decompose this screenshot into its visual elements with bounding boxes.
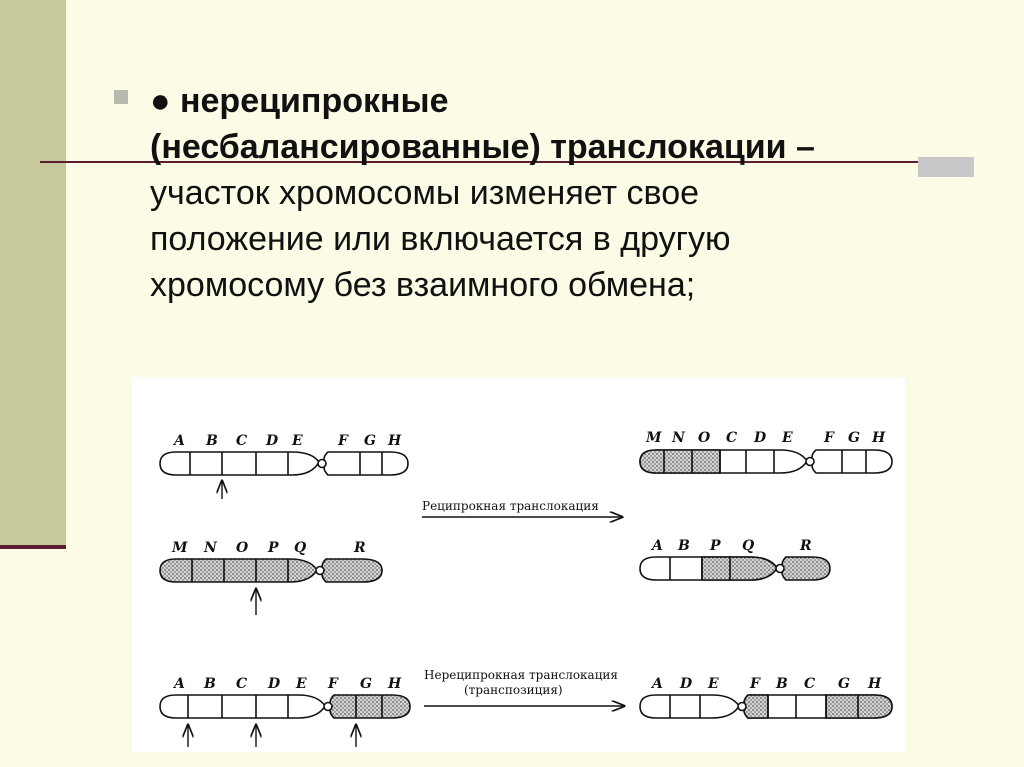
label: Q bbox=[742, 538, 755, 554]
label: D bbox=[266, 433, 279, 449]
label: Q bbox=[294, 540, 307, 556]
label: H bbox=[388, 433, 402, 449]
label: C bbox=[236, 433, 248, 449]
text-line-4: положение или включается в другую bbox=[150, 220, 731, 258]
nonreciprocal-arrow-label-1: Нереципрокная транслокация bbox=[424, 668, 618, 682]
label: G bbox=[838, 676, 850, 692]
text-line-3: участок хромосомы изменяет свое bbox=[150, 174, 700, 212]
label: R bbox=[354, 540, 366, 556]
label: G bbox=[364, 433, 376, 449]
label: C bbox=[726, 430, 738, 446]
label: H bbox=[388, 676, 402, 692]
label: M bbox=[172, 540, 188, 556]
text-line-1: ● нереципрокные bbox=[150, 82, 449, 120]
label: D bbox=[754, 430, 767, 446]
left-accent-bar bbox=[0, 0, 66, 548]
label: C bbox=[804, 676, 816, 692]
label: A bbox=[174, 676, 185, 692]
label: N bbox=[204, 540, 217, 556]
chromosome-row1-left bbox=[160, 452, 408, 475]
row2-right-labels bbox=[650, 538, 812, 554]
label: F bbox=[338, 433, 348, 449]
text-line-5: хромосому без взаимного обмена; bbox=[150, 266, 696, 304]
chromosome-row3-left bbox=[160, 695, 410, 718]
row2-left-labels bbox=[171, 540, 366, 556]
label: B bbox=[204, 676, 216, 692]
label: O bbox=[698, 430, 711, 446]
label: B bbox=[206, 433, 218, 449]
label: F bbox=[328, 676, 338, 692]
label: P bbox=[268, 540, 279, 556]
label: C bbox=[236, 676, 248, 692]
translocation-diagram bbox=[132, 377, 905, 752]
label: G bbox=[848, 430, 860, 446]
label: G bbox=[360, 676, 372, 692]
label: H bbox=[868, 676, 882, 692]
label: D bbox=[680, 676, 693, 692]
label: E bbox=[292, 433, 303, 449]
nonreciprocal-arrow-label-2: (транспозиция) bbox=[464, 683, 563, 697]
chromosome-row1-right bbox=[640, 450, 892, 473]
text-line-2: (несбалансированные) транслокации – bbox=[150, 128, 815, 166]
label: E bbox=[708, 676, 719, 692]
row3-left-labels bbox=[172, 676, 402, 692]
row3-right-labels bbox=[650, 676, 882, 692]
bullet-square-icon bbox=[114, 90, 128, 104]
label: R bbox=[800, 538, 812, 554]
chromosome-row2-left bbox=[160, 559, 382, 582]
label: E bbox=[296, 676, 307, 692]
row1-right-labels bbox=[645, 430, 886, 446]
chromosome-row2-right bbox=[640, 557, 830, 580]
label: A bbox=[174, 433, 185, 449]
label: F bbox=[824, 430, 834, 446]
label: M bbox=[646, 430, 662, 446]
label: H bbox=[872, 430, 886, 446]
label: P bbox=[710, 538, 721, 554]
label: A bbox=[652, 676, 663, 692]
left-accent-underline bbox=[0, 545, 66, 549]
label: D bbox=[268, 676, 281, 692]
reciprocal-arrow-label: Реципрокная транслокация bbox=[422, 499, 599, 513]
label: O bbox=[236, 540, 249, 556]
slide-text bbox=[150, 78, 950, 308]
label: B bbox=[776, 676, 788, 692]
label: B bbox=[678, 538, 690, 554]
label: F bbox=[750, 676, 760, 692]
row1-left-labels bbox=[172, 433, 402, 449]
label: E bbox=[782, 430, 793, 446]
label: N bbox=[672, 430, 685, 446]
label: A bbox=[652, 538, 663, 554]
diagram-svg bbox=[132, 377, 905, 752]
chromosome-row3-right bbox=[640, 695, 892, 718]
